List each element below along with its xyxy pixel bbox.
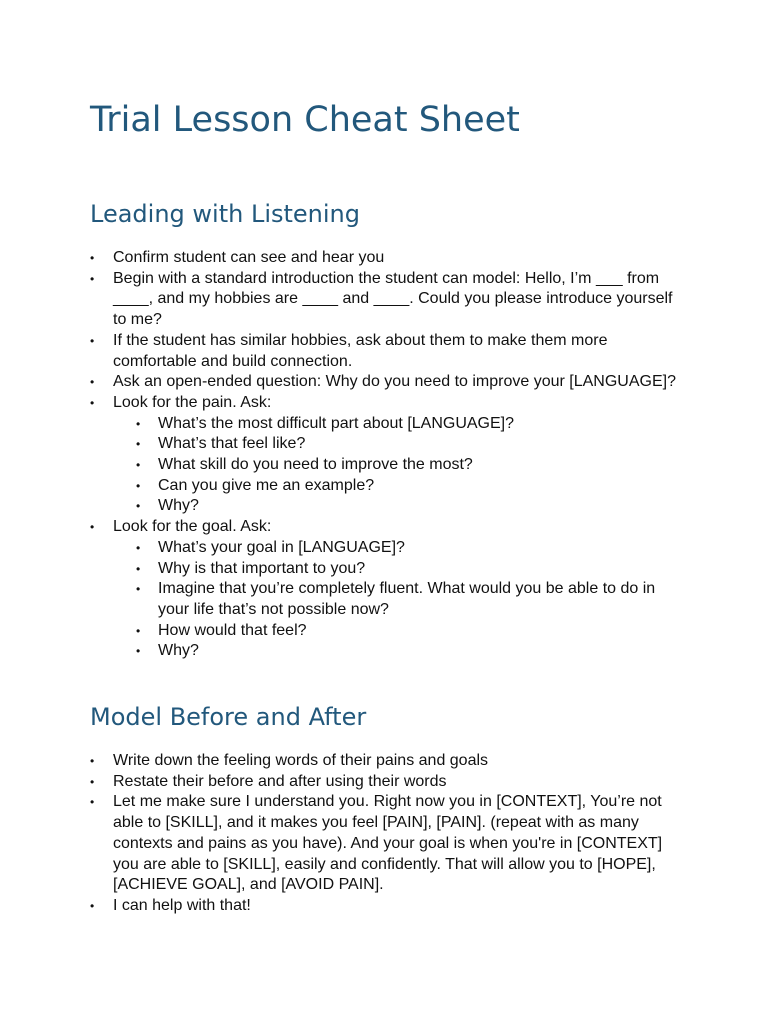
- section-heading-leading-with-listening: Leading with Listening: [90, 200, 360, 228]
- bullet-icon: •: [90, 520, 95, 535]
- sub-list-item: [113, 476, 690, 497]
- model-bullet-list: [90, 751, 690, 917]
- list-item-text: If the student has similar hobbies, ask about them to make them more comfortable and build connection.: [113, 331, 608, 370]
- list-item-text: Write down the feeling words of their pains and goals: [113, 752, 489, 769]
- goal-questions-sublist: [113, 538, 690, 662]
- listening-bullet-list: [90, 248, 690, 662]
- page-title: Trial Lesson Cheat Sheet: [90, 100, 520, 140]
- sub-list-item-text: Why is that important to you?: [158, 559, 366, 577]
- bullet-icon: •: [136, 458, 141, 473]
- bullet-icon: •: [136, 478, 141, 493]
- bullet-icon: •: [90, 271, 95, 286]
- list-item: [90, 772, 690, 793]
- pain-questions-sublist: [113, 414, 690, 518]
- bullet-icon: •: [90, 898, 95, 913]
- bullet-icon: •: [136, 540, 141, 555]
- list-item: [90, 751, 690, 772]
- list-item-text: I can help with that!: [113, 896, 251, 914]
- bullet-icon: •: [90, 754, 95, 768]
- section-heading-model-before-and-after: Model Before and After: [90, 703, 367, 731]
- bullet-icon: •: [90, 375, 95, 390]
- list-item-text: Look for the goal. Ask:: [113, 518, 272, 536]
- list-item: [90, 517, 690, 662]
- bullet-icon: •: [136, 416, 141, 431]
- bullet-icon: •: [136, 437, 141, 452]
- sub-list-item-text: Can you give me an example?: [158, 476, 375, 494]
- list-item: [90, 269, 690, 331]
- sub-list-item: [113, 621, 690, 642]
- bullet-icon: •: [90, 251, 95, 265]
- list-item: [90, 393, 690, 517]
- sub-list-item-text: Why?: [158, 497, 199, 515]
- bullet-icon: •: [136, 623, 141, 638]
- sub-list-item-text: What skill do you need to improve the most?: [158, 456, 473, 474]
- sub-list-item: [113, 434, 690, 455]
- list-item: [90, 896, 690, 917]
- sub-list-item: [113, 414, 690, 435]
- bullet-icon: •: [90, 395, 95, 410]
- list-item-text: Ask an open-ended question: Why do you need to improve your [LANGUAGE]?: [113, 373, 676, 391]
- sub-list-item-text: What’s your goal in [LANGUAGE]?: [158, 538, 405, 556]
- list-item-text: Confirm student can see and hear you: [113, 249, 385, 266]
- list-item: [90, 372, 690, 393]
- sub-list-item: [113, 559, 690, 580]
- sub-list-item-text: What’s that feel like?: [158, 435, 306, 453]
- bullet-icon: •: [136, 499, 141, 514]
- sub-list-item-text: Why?: [158, 642, 199, 660]
- list-item-text: Begin with a standard introduction the student can model: Hello, I’m ___ from ____, and my hobbies are ____ and ____. Could you please introduce yourself to me?: [113, 269, 673, 329]
- bullet-icon: •: [90, 333, 95, 348]
- bullet-icon: •: [136, 561, 141, 576]
- bullet-icon: •: [136, 644, 141, 659]
- sub-list-item-text: Imagine that you’re completely fluent. What would you be able to do in your life that’s not possible now?: [158, 580, 656, 618]
- sub-list-item-text: How would that feel?: [158, 621, 307, 639]
- sub-list-item: [113, 641, 690, 662]
- list-item-text: Restate their before and after using their words: [113, 772, 447, 790]
- sub-list-item: [113, 579, 690, 620]
- list-item: [90, 248, 690, 269]
- list-item: [90, 331, 690, 372]
- bullet-icon: •: [90, 795, 95, 810]
- sub-list-item-text: What’s the most difficult part about [LANGUAGE]?: [158, 414, 515, 432]
- sub-list-item: [113, 538, 690, 559]
- bullet-icon: •: [136, 582, 141, 597]
- list-item-text: Look for the pain. Ask:: [113, 393, 272, 411]
- bullet-icon: •: [90, 774, 95, 789]
- list-item-text: Let me make sure I understand you. Right now you in [CONTEXT], You’re not able to [SKILL], and it makes you feel [PAIN], [PAIN]. (repeat with as many contexts and pains as you have). And your goal is when you're in [CONTEXT] you are able to [SKILL], easily and confidently. That will allow you to [HOPE], [ACHIEVE GOAL], and [AVOID PAIN].: [113, 793, 663, 894]
- sub-list-item: [113, 455, 690, 476]
- sub-list-item: [113, 496, 690, 517]
- list-item: [90, 792, 690, 896]
